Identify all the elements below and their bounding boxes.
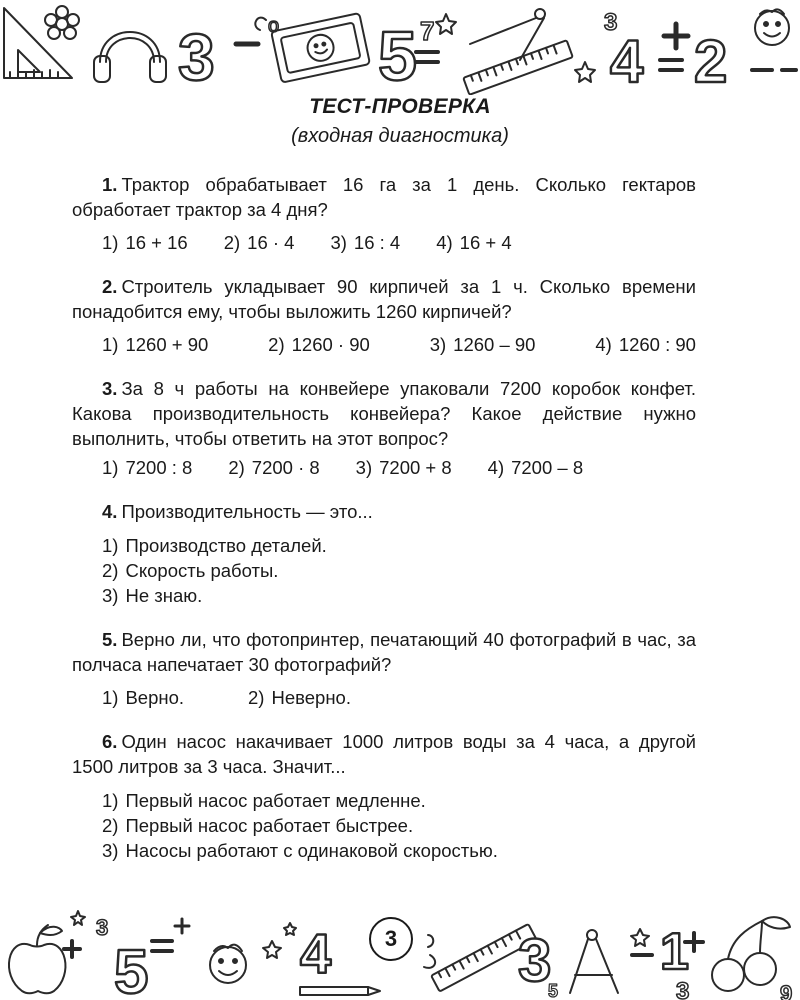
test-heading [0, 95, 800, 148]
page-title: ТЕСТ-ПРОВЕРКА [309, 95, 491, 118]
headphones-icon [94, 32, 166, 82]
doodle-digit-3-small: 3 [96, 915, 109, 940]
doodle-digit-4: 4 [610, 28, 644, 95]
flower-icon [45, 6, 79, 39]
smiley-icon [755, 9, 789, 45]
question-text: 5. Верно ли, что фотопринтер, печатающий 40 фотографий в час, за полчаса напечатает 30 фотографий? [72, 629, 696, 675]
question-number: 5. [102, 629, 118, 650]
apple-icon [9, 925, 65, 993]
answer-option[interactable]: 3) 16 : 4 [330, 232, 401, 253]
doodle-digit-5: 5 [378, 17, 417, 95]
question-3 [72, 376, 696, 480]
compass-icon [570, 930, 618, 993]
question-2 [72, 274, 696, 357]
star-icon [575, 62, 595, 82]
svg-text:3: 3 [676, 978, 690, 1000]
pencil-icon [300, 987, 380, 995]
answer-option[interactable]: 2) 7200 · 8 [228, 457, 320, 478]
smiley-icon [210, 945, 246, 983]
answer-option[interactable]: 1) Первый насос работает медленне. [102, 790, 426, 811]
doodle-digit-7: 7 [420, 16, 435, 46]
answer-option[interactable]: 1) Верно. [102, 687, 185, 708]
answer-option[interactable]: 4) 1260 : 90 [595, 334, 696, 355]
star-icon [436, 14, 456, 34]
question-6 [72, 729, 696, 863]
page-number-badge [369, 917, 413, 961]
answer-option[interactable]: 3) 1260 – 90 [429, 334, 536, 355]
doodle-digit-3-small: 3 [604, 9, 618, 36]
question-number: 2. [102, 276, 118, 297]
question-text: 6. Один насос накачивает 1000 литров воды за 4 часа, а другой 1500 литров за 3 часа. Значит... [72, 731, 696, 777]
question-number: 6. [102, 731, 118, 752]
ruler-icon [463, 40, 573, 95]
cherry-icon [712, 917, 790, 991]
doodle-digit-4: 4 [300, 922, 332, 985]
question-text: 3. За 8 ч работы на конвейере упаковали 7200 коробок конфет. Какова производительность конвейера? Какое действие нужно выполнить, чтобы ответить на этот вопрос? [72, 378, 696, 449]
page-number: 3 [384, 926, 398, 951]
question-number: 1. [102, 174, 118, 195]
svg-text:5: 5 [548, 981, 559, 1000]
question-number: 4. [102, 501, 118, 522]
answer-option[interactable]: 3) 7200 + 8 [355, 457, 452, 478]
answer-option[interactable]: 2) 1260 · 90 [268, 334, 370, 355]
answer-options [72, 332, 696, 357]
test-content [72, 172, 696, 882]
answer-option[interactable]: 4) 7200 – 8 [487, 457, 584, 478]
page-subtitle: (входная диагностика) [291, 125, 509, 147]
answer-options [72, 685, 696, 710]
doodle-digit-1: 1 [660, 923, 689, 981]
answer-options [72, 230, 696, 255]
star-icon [71, 911, 85, 925]
question-number: 3. [102, 378, 118, 399]
doodle-digit-2: 2 [694, 28, 728, 95]
answer-option[interactable]: 1) 7200 : 8 [102, 457, 193, 478]
question-text: 2. Строитель укладывает 90 кирпичей за 1 ч. Сколько времени понадобится ему, чтобы выложить 1260 кирпичей? [72, 276, 696, 322]
star-icon [631, 929, 649, 946]
answer-option[interactable]: 2) Неверно. [248, 687, 351, 708]
top-doodle-border [0, 0, 800, 95]
answer-option[interactable]: 4) 16 + 4 [436, 232, 512, 253]
banknote-icon [271, 13, 370, 83]
question-5 [72, 627, 696, 710]
doodle-digit-5: 5 [114, 938, 149, 1000]
answer-options [72, 455, 696, 480]
answer-option[interactable]: 1) 16 + 16 [102, 232, 188, 253]
question-4 [72, 499, 696, 608]
star-icon [263, 941, 281, 958]
question-text: 4. Производительность — это... [102, 501, 373, 522]
doodle-digit-3: 3 [518, 927, 552, 994]
answer-option[interactable]: 3) Насосы работают с одинаковой скоростью. [102, 840, 498, 861]
answer-option[interactable]: 2) Первый насос работает быстрее. [102, 815, 414, 836]
answer-option[interactable]: 2) 16 · 4 [223, 232, 295, 253]
answer-option[interactable]: 1) Производство деталей. [102, 535, 327, 556]
doodle-digit-3: 3 [178, 20, 215, 94]
answer-options [72, 533, 696, 608]
answer-options [72, 788, 696, 863]
question-1 [72, 172, 696, 255]
doodle-digit-9: 9 [780, 981, 793, 1000]
svg-text:o: o [268, 15, 280, 37]
star-icon [284, 923, 296, 935]
answer-option[interactable]: 1) 1260 + 90 [102, 334, 209, 355]
question-text: 1. Трактор обрабатывает 16 га за 1 день. Сколько гектаров обработает трактор за 4 дня? [72, 174, 696, 220]
answer-option[interactable]: 2) Скорость работы. [102, 560, 279, 581]
answer-option[interactable]: 3) Не знаю. [102, 585, 203, 606]
